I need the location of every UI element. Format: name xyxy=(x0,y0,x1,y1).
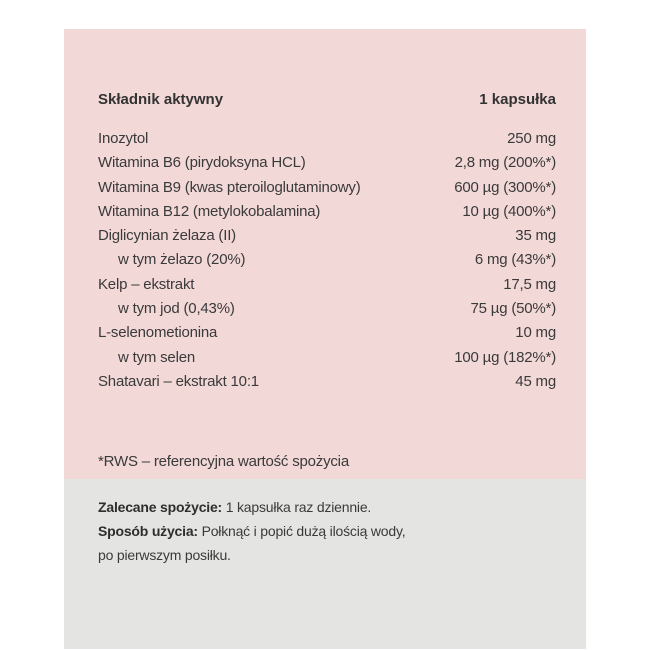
ingredient-column-header: Składnik aktywny xyxy=(98,91,224,108)
ingredient-name: Witamina B12 (metylokobalamina) xyxy=(98,202,321,220)
ingredient-subrow xyxy=(98,297,556,321)
recommended-dose-text: 1 kapsułka raz dziennie. xyxy=(222,499,372,515)
ingredient-subrow xyxy=(98,346,556,370)
ingredient-name: Witamina B6 (pirydoksyna HCL) xyxy=(98,154,306,172)
ingredients-section xyxy=(64,29,586,479)
ingredient-name: Shatavari – ekstrakt 10:1 xyxy=(98,372,259,390)
ingredient-table xyxy=(98,127,556,394)
supplement-facts-panel xyxy=(64,29,586,649)
usage-method-line-2: po pierwszym posiłku. xyxy=(98,547,231,563)
ingredient-amount: 6 mg (43%*) xyxy=(474,251,556,269)
ingredient-row xyxy=(98,127,556,151)
ingredient-amount: 10 µg (400%*) xyxy=(462,202,556,220)
ingredient-row xyxy=(98,370,556,394)
recommended-dose-label: Zalecane spożycie: xyxy=(98,499,223,515)
amount-column-header: 1 kapsułka xyxy=(479,91,556,108)
ingredient-name: L-selenometionina xyxy=(98,324,218,342)
ingredient-name: Diglicynian żelaza (II) xyxy=(98,227,236,245)
ingredient-row xyxy=(98,224,556,248)
recommended-dose-line xyxy=(98,495,405,519)
usage-method-line xyxy=(98,519,405,543)
ingredient-amount: 2,8 mg (200%*) xyxy=(454,154,556,172)
ingredient-row xyxy=(98,273,556,297)
ingredient-name: w tym selen xyxy=(118,348,195,366)
ingredient-name: Inozytol xyxy=(98,130,149,147)
usage-method-text: Połknąć i popić dużą ilością wody, xyxy=(197,523,406,539)
ingredient-amount: 35 mg xyxy=(515,227,556,245)
ingredient-amount: 17,5 mg xyxy=(503,275,556,293)
rws-footnote: *RWS – referencyjna wartość spożycia xyxy=(98,453,349,470)
ingredient-amount: 45 mg xyxy=(515,372,556,390)
ingredient-name: Kelp – ekstrakt xyxy=(98,275,195,293)
usage-method-label: Sposób użycia: xyxy=(98,523,198,539)
ingredient-name: Witamina B9 (kwas pteroiloglutaminowy) xyxy=(98,178,361,196)
ingredient-row xyxy=(98,200,556,224)
ingredient-row xyxy=(98,176,556,200)
ingredient-name: w tym jod (0,43%) xyxy=(118,300,235,318)
ingredient-amount: 600 µg (300%*) xyxy=(454,178,556,196)
ingredient-subrow xyxy=(98,248,556,272)
ingredient-amount: 250 mg xyxy=(507,130,556,147)
ingredient-row xyxy=(98,151,556,175)
usage-instructions xyxy=(98,495,405,567)
ingredient-amount: 10 mg xyxy=(515,324,556,342)
ingredient-amount: 100 µg (182%*) xyxy=(454,348,556,366)
ingredient-amount: 75 µg (50%*) xyxy=(470,300,556,318)
ingredient-row xyxy=(98,321,556,345)
ingredient-name: w tym żelazo (20%) xyxy=(118,251,246,269)
